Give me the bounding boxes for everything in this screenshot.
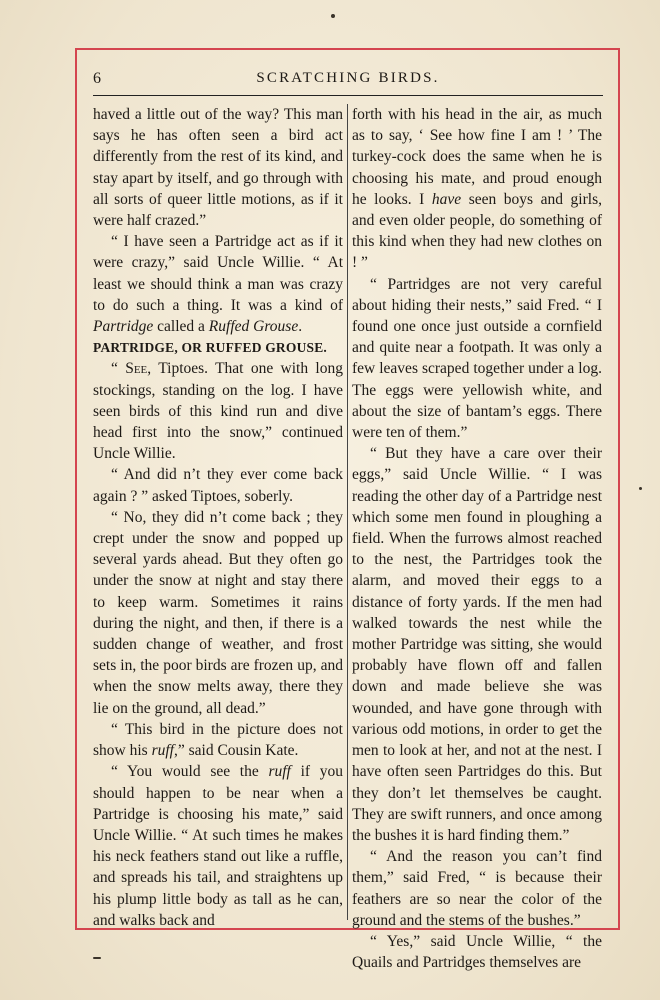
text-run: “ This bird in the picture does not show his bbox=[93, 720, 343, 760]
italic-run: ruff bbox=[151, 742, 174, 760]
text-run: forth with his head in the air, as much as to say, ‘ See how fine I am ! ’ The turkey-cock does the same when he is choosing his mate, and proud enough he looks. I bbox=[352, 106, 602, 208]
paragraph: “ And did n’t they ever come back again ? ” asked Tiptoes, soberly. bbox=[93, 466, 343, 505]
page-number: 6 bbox=[93, 70, 101, 87]
text-run: called a bbox=[153, 318, 209, 336]
ink-speck bbox=[93, 957, 101, 959]
paragraph bbox=[93, 761, 343, 931]
text-run: , Tiptoes. That one with long stockings, standing on the log. I have seen birds of this kind run and dive head first into the snow,” continued Uncle Willie. bbox=[93, 360, 343, 463]
small-caps-run: “ See bbox=[111, 360, 148, 378]
text-run: “ You would see the bbox=[111, 763, 269, 781]
paragraph: “ Yes,” said Uncle Willie, “ the Quails and Partridges themselves are bbox=[352, 932, 602, 972]
text-run: “ I have seen a Partridge act as if it were crazy,” said Uncle Willie. “ At least we should think a man was crazy to do such a thing. It was a kind of bbox=[93, 233, 343, 314]
text-run: if you should happen to be near when a Partridge is choosing his mate,” said Uncle Willie. “ At such times he makes his neck feathers stand out like a ruffle, and spreads his tail, and straightens up his plump little body as tall as he can, and walks back and bbox=[93, 763, 343, 929]
right-column bbox=[352, 104, 602, 973]
paragraph bbox=[93, 358, 343, 464]
italic-run: Ruffed Grouse bbox=[208, 318, 299, 336]
running-title: SCRATCHING BIRDS. bbox=[256, 70, 440, 86]
page-header bbox=[93, 70, 603, 92]
paragraph: “ But they have a care over their eggs,” said Uncle Willie. “ I was reading the other day of a Partridge nest which some men found in ploughing a field. When the furrows almost reached to the nest, the Partridges took the alarm, and moved their eggs to a distance of forty yards. If the men had walked towards the nest while the mother Partridge was sitting, she would probably have flown off and fallen down and made believe she was wounded, and have gone through with various odd motions, in order to get the men to look at her, and not at the nest. I have often seen Partridges do this. But they don’t let themselves be caught. They are swift runners, and once among the bushes it is hard finding them.” bbox=[352, 445, 602, 844]
column-divider bbox=[347, 104, 348, 920]
paragraph: “ Partridges are not very careful about hiding their nests,” said Fred. “ I found one once just outside a cornfield and quite near a footpath. It was only a few leaves scraped together under a log. The eggs were yellowish white, and about the size of bantam’s eggs. There were ten of them.” bbox=[352, 275, 602, 442]
paragraph: haved a little out of the way? This man says he has often seen a bird act differently from the rest of its kind, and stay apart by itself, and go through with all sorts of queer little motions, as if it were half crazed.” bbox=[93, 106, 343, 230]
italic-run: ruff bbox=[268, 763, 291, 781]
paragraph bbox=[93, 719, 343, 761]
section-heading: PARTRIDGE, OR RUFFED GROUSE. bbox=[93, 339, 328, 356]
left-column bbox=[93, 104, 343, 931]
paragraph bbox=[93, 231, 343, 337]
paragraph: “ And the reason you can’t find them,” said Fred, “ is because their feathers are so near the color of the ground and the stems of the bushes.” bbox=[352, 848, 602, 929]
italic-run: have bbox=[431, 190, 462, 208]
italic-run: Partridge bbox=[93, 318, 154, 336]
text-run: . bbox=[298, 318, 303, 336]
ink-speck bbox=[639, 487, 642, 490]
ink-speck bbox=[331, 14, 335, 18]
text-run: ,” said Cousin Kate. bbox=[173, 742, 299, 760]
header-rule bbox=[93, 95, 603, 96]
text-run: seen boys and girls, and even older people, do something of this kind when they had new clothes on ! ” bbox=[352, 190, 602, 272]
paragraph bbox=[352, 104, 602, 274]
paragraph: “ No, they did n’t come back ; they crept under the snow and popped up several yards ahead. But they often go under the snow at night and stay there to keep warm. Sometimes it rains during the night, and then, if there is a sudden change of weather, and frost sets in, the poor birds are frozen up, and when the snow melts away, there they lie on the ground, all dead.” bbox=[93, 508, 343, 717]
